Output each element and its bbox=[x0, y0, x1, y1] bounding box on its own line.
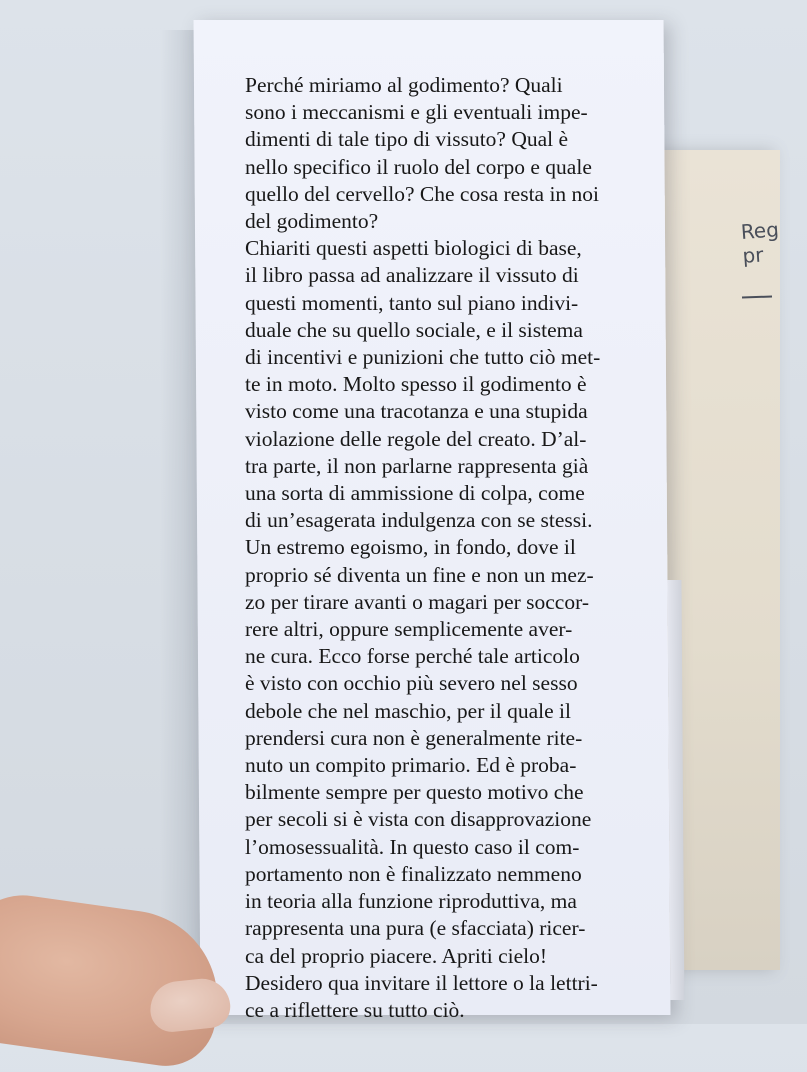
handwritten-note bbox=[740, 216, 807, 320]
book-flap-text bbox=[245, 72, 625, 1024]
text-line: quello del cervello? Che cosa resta in noi bbox=[245, 181, 600, 206]
text-line: violazione delle regole del creato. D’al- bbox=[245, 426, 587, 451]
text-line: ne cura. Ecco forse perché tale articolo bbox=[245, 644, 580, 669]
text-line: ce a riflettere su tutto ciò. bbox=[245, 997, 465, 1022]
text-line: proprio sé diventa un fine e non un mez- bbox=[245, 562, 594, 587]
text-line: bilmente sempre per questo motivo che bbox=[245, 780, 584, 805]
text-line: duale che su quello sociale, e il sistema bbox=[245, 317, 583, 342]
text-line: Un estremo egoismo, in fondo, dove il bbox=[245, 535, 576, 560]
text-line: questi momenti, tanto sul piano indivi- bbox=[245, 290, 579, 315]
text-line: Desidero qua invitare il lettore o la lettri- bbox=[245, 970, 598, 995]
text-line: di incentivi e punizioni che tutto ciò met- bbox=[245, 345, 601, 370]
text-line: per secoli si è vista con disapprovazione bbox=[245, 807, 592, 832]
text-line: nuto un compito primario. Ed è proba- bbox=[245, 753, 577, 778]
text-line: rere altri, oppure semplicemente aver- bbox=[245, 617, 573, 642]
text-line: il libro passa ad analizzare il vissuto di bbox=[245, 263, 579, 288]
text-line: visto come una tracotanza e una stupida bbox=[245, 399, 588, 424]
text-line: di un’esagerata indulgenza con se stessi. bbox=[245, 508, 593, 533]
text-line: Chiariti questi aspetti biologici di base, bbox=[245, 236, 582, 261]
text-line: portamento non è finalizzato nemmeno bbox=[245, 861, 582, 886]
text-line: è visto con occhio più severo nel sesso bbox=[245, 671, 578, 696]
handwriting-line-2: pr bbox=[741, 242, 765, 268]
text-line: nello specifico il ruolo del corpo e quale bbox=[245, 154, 592, 179]
text-line: tra parte, il non parlarne rappresenta già bbox=[245, 453, 589, 478]
text-line: prendersi cura non è generalmente rite- bbox=[245, 725, 583, 750]
text-line: te in moto. Molto spesso il godimento è bbox=[245, 372, 587, 397]
text-line: una sorta di ammissione di colpa, come bbox=[245, 481, 585, 506]
text-line: l’omosessualità. In questo caso il com- bbox=[245, 834, 580, 859]
text-line: del godimento? bbox=[245, 209, 379, 234]
handwriting-line-1: Reg bbox=[740, 217, 780, 244]
text-line: rappresenta una pura (e sfacciata) ricer- bbox=[245, 916, 586, 941]
text-line: dimenti di tale tipo di vissuto? Qual è bbox=[245, 127, 569, 152]
text-line: zo per tirare avanti o magari per soccor- bbox=[245, 589, 589, 614]
text-line: ca del proprio piacere. Apriti cielo! bbox=[245, 943, 548, 968]
text-line: in teoria alla funzione riproduttiva, ma bbox=[245, 889, 577, 914]
text-line: Perché miriamo al godimento? Quali bbox=[245, 73, 563, 97]
text-line: sono i meccanismi e gli eventuali impe- bbox=[245, 100, 588, 125]
text-line: debole che nel maschio, per il quale il bbox=[245, 698, 571, 723]
